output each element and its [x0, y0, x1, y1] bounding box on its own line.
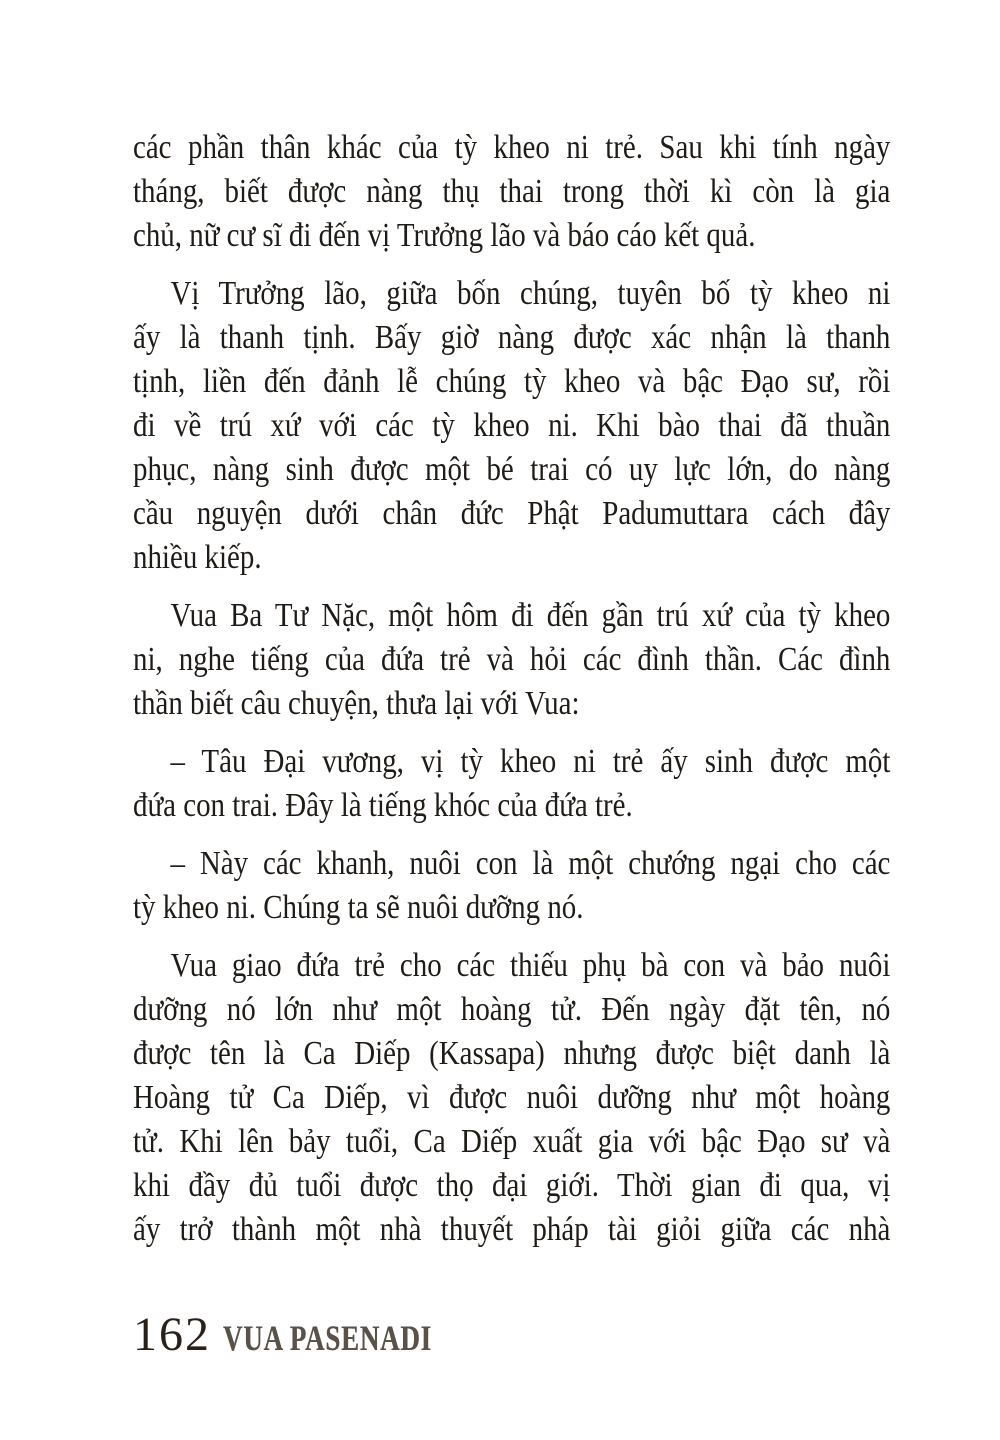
- text-line: được tên là Ca Diếp (Kassapa) nhưng được biệt danh là: [133, 1035, 891, 1072]
- paragraph: [133, 126, 890, 258]
- text-line: – Này các khanh, nuôi con là một chướng ngại cho các: [170, 845, 891, 882]
- text-line: thần biết câu chuyện, thưa lại với Vua:: [133, 685, 580, 722]
- paragraph: [133, 842, 890, 930]
- paragraph: [133, 272, 890, 580]
- text-line: phục, nàng sinh được một bé trai có uy lực lớn, do nàng: [133, 451, 891, 488]
- text-line: tịnh, liền đến đảnh lễ chúng tỳ kheo và bậc Đạo sư, rồi: [133, 363, 891, 400]
- paragraph: [133, 944, 890, 1252]
- page-footer: [133, 1308, 501, 1361]
- text-line: Vua giao đứa trẻ cho các thiếu phụ bà con và bảo nuôi: [170, 947, 891, 984]
- text-line: Vua Ba Tư Nặc, một hôm đi đến gần trú xứ của tỳ kheo: [170, 597, 891, 634]
- text-line: – Tâu Đại vương, vị tỳ kheo ni trẻ ấy sinh được một: [170, 743, 891, 780]
- paragraph: [133, 740, 890, 828]
- paragraph: [133, 594, 890, 726]
- text-line: đứa con trai. Đây là tiếng khóc của đứa trẻ.: [133, 787, 633, 824]
- text-line: chủ, nữ cư sĩ đi đến vị Trưởng lão và báo cáo kết quả.: [133, 217, 756, 254]
- text-line: Vị Trưởng lão, giữa bốn chúng, tuyên bố tỳ kheo ni: [170, 275, 891, 312]
- text-line: dưỡng nó lớn như một hoàng tử. Đến ngày đặt tên, nó: [133, 991, 891, 1028]
- running-title: VUA PASENADI: [223, 1318, 432, 1358]
- text-line: khi đầy đủ tuổi được thọ đại giới. Thời gian đi qua, vị: [133, 1167, 891, 1204]
- text-line: ni, nghe tiếng của đứa trẻ và hỏi các đình thần. Các đình: [133, 641, 891, 678]
- text-line: cầu nguyện dưới chân đức Phật Padumuttara cách đây: [133, 495, 891, 532]
- text-line: ấy trở thành một nhà thuyết pháp tài giỏi giữa các nhà: [133, 1211, 891, 1248]
- text-line: các phần thân khác của tỳ kheo ni trẻ. Sau khi tính ngày: [133, 129, 891, 166]
- text-line: Hoàng tử Ca Diếp, vì được nuôi dưỡng như một hoàng: [133, 1079, 891, 1116]
- text-line: tử. Khi lên bảy tuổi, Ca Diếp xuất gia với bậc Đạo sư và: [133, 1123, 891, 1160]
- text-line: nhiều kiếp.: [133, 539, 262, 576]
- text-line: đi về trú xứ với các tỳ kheo ni. Khi bào thai đã thuần: [133, 407, 891, 444]
- text-line: tỳ kheo ni. Chúng ta sẽ nuôi dưỡng nó.: [133, 889, 584, 926]
- page-number: 162: [133, 1308, 211, 1361]
- text-line: ấy là thanh tịnh. Bấy giờ nàng được xác nhận là thanh: [133, 319, 891, 356]
- page-body-text: [133, 126, 890, 1266]
- text-line: tháng, biết được nàng thụ thai trong thời kì còn là gia: [133, 173, 891, 210]
